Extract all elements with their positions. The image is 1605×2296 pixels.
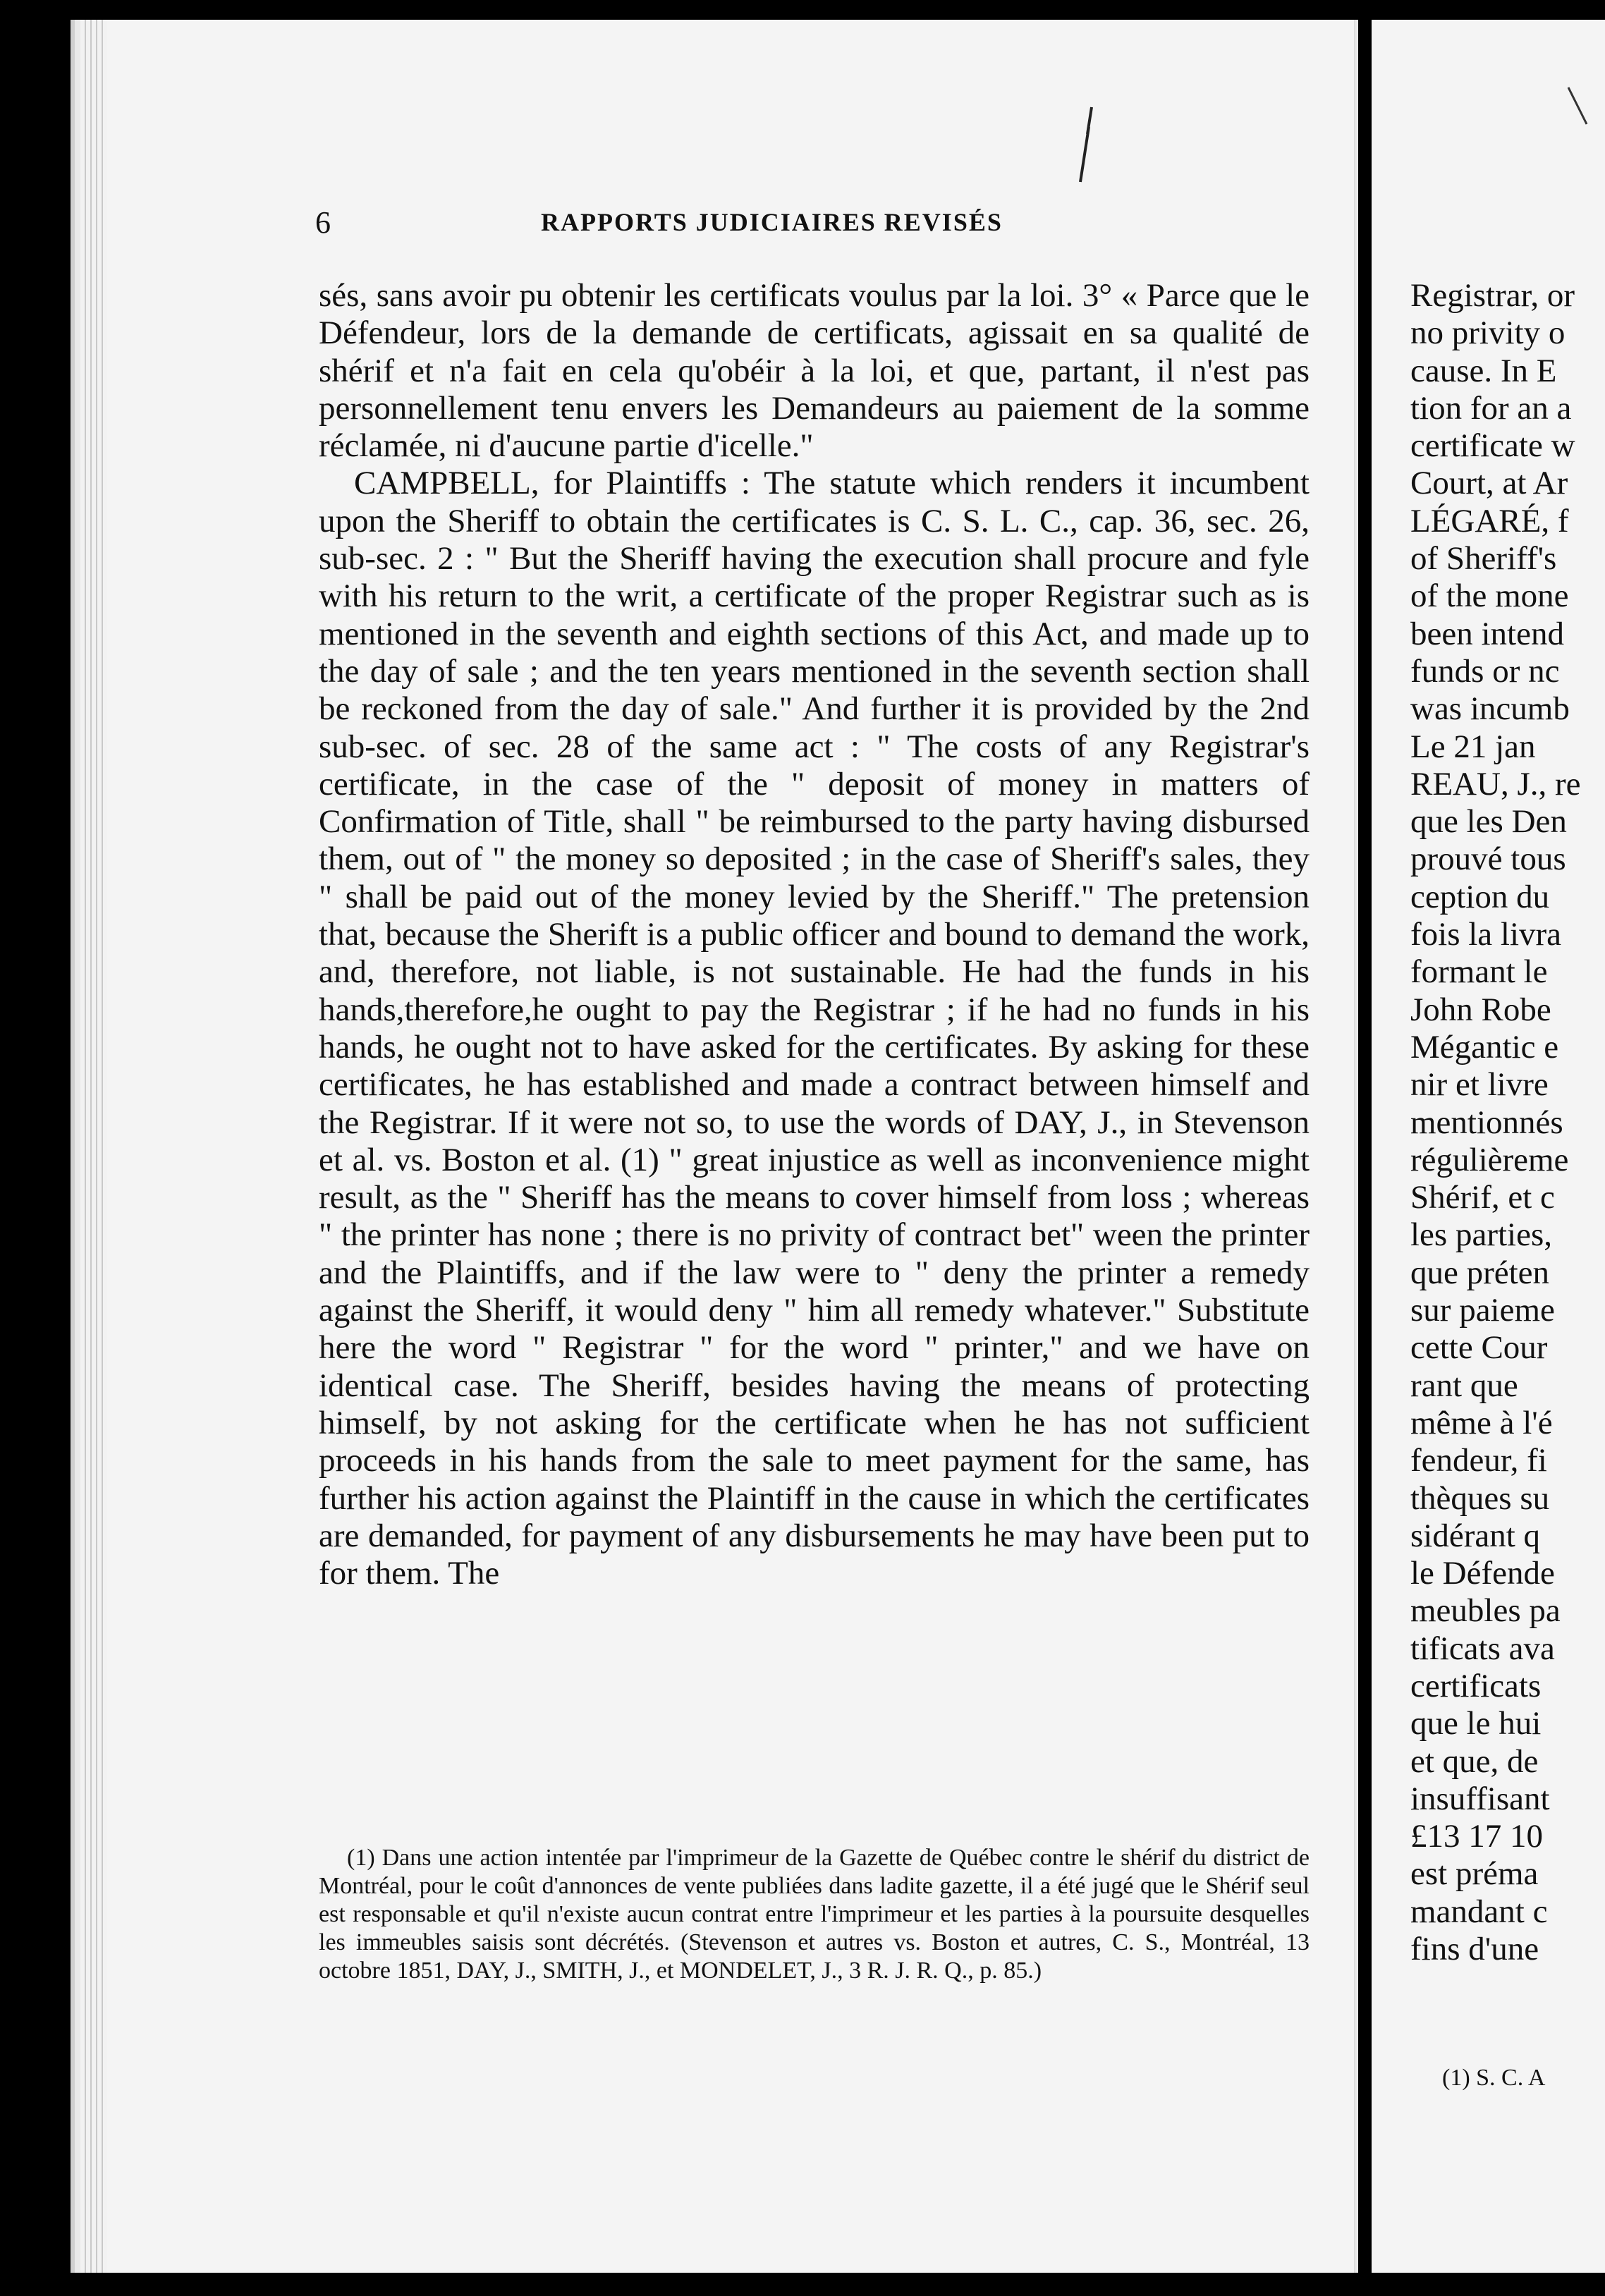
paragraph-1: sés, sans avoir pu obtenir les certificats voulus par la loi. 3° « Parce que le Défendeur, lors de la demande de certificats, agissait en sa qualité de shérif et n'a fait en cela qu'obéir à la loi, et que, partant, il n'est pas personnellement tenu envers les Demandeurs au paiement de la somme réclamée, ni d'aucune partie d'icelle."	[319, 277, 1310, 465]
right-page-line: Mégantic e	[1410, 1028, 1559, 1065]
right-page-line: thèques su	[1410, 1479, 1550, 1517]
right-page-line: Le 21 jan	[1410, 728, 1536, 765]
right-page-line: prouvé tous	[1410, 841, 1566, 878]
right-page-line: was incumb	[1410, 690, 1570, 728]
right-page-line: REAU, J., re	[1410, 765, 1581, 802]
corner-mark	[1566, 85, 1594, 127]
right-page-line: rant que	[1410, 1367, 1518, 1404]
right-page-line: sur paieme	[1410, 1292, 1555, 1329]
right-page-line: est préma	[1410, 1855, 1539, 1893]
main-text	[319, 277, 1310, 1592]
right-page-footnote: (1) S. C. A	[1442, 2065, 1546, 2091]
right-page-line: £13 17 10	[1410, 1818, 1543, 1855]
right-page-line: fins d'une	[1410, 1931, 1539, 1968]
right-page-line: tificats ava	[1410, 1630, 1555, 1667]
page-number: 6	[315, 205, 332, 240]
right-page-line: que le hui	[1410, 1705, 1542, 1742]
right-page-line: Registrar, or	[1410, 277, 1575, 314]
footnote-text: (1) Dans une action intentée par l'imprimeur de la Gazette de Québec contre le shérif du district de Montréal, pour le coût d'annonces de vente publiées dans ladite gazette, il a été jugé que le Shérif seul est responsable et qu'il n'existe aucun contrat entre l'imprimeur et les parties à la poursuite desquelles les immeubles saisis sont décrétés. (Stevenson et autres vs. Boston et autres, C. S., Montréal, 13 octobre 1851, DAY, J., SMITH, J., et MONDELET, J., 3 R. J. R. Q., p. 85.)	[319, 1845, 1310, 1984]
right-page-line: le Défende	[1410, 1555, 1555, 1592]
right-page-line: been intend	[1410, 615, 1564, 652]
right-page-line: funds or nc	[1410, 652, 1560, 690]
right-page-line: nir et livre	[1410, 1066, 1549, 1104]
right-page-line: cause. In E	[1410, 352, 1557, 389]
footnote	[319, 1844, 1310, 1985]
right-page-line: et que, de	[1410, 1742, 1539, 1780]
right-page-line: of Sheriff's	[1410, 540, 1557, 578]
right-page-line: LÉGARÉ, f	[1410, 502, 1569, 539]
right-page-line: meubles pa	[1410, 1592, 1561, 1630]
right-page-line: formant le	[1410, 953, 1548, 991]
right-page-line: mandant c	[1410, 1893, 1548, 1930]
right-page-line: tion for an a	[1410, 389, 1572, 427]
right-page-line: fendeur, fi	[1410, 1442, 1547, 1479]
right-page-line: Shérif, et c	[1410, 1179, 1555, 1216]
right-page-line: John Robe	[1410, 991, 1551, 1028]
right-page-line: les parties,	[1410, 1216, 1552, 1254]
right-page-line: cette Cour	[1410, 1329, 1548, 1367]
right-page-line: régulièreme	[1410, 1141, 1569, 1178]
running-title: RAPPORTS JUDICIAIRES REVISÉS	[541, 208, 1003, 236]
right-page-line: insuffisant	[1410, 1780, 1550, 1817]
right-page-line: que les Den	[1410, 803, 1567, 841]
right-page-line: Court, at Ar	[1410, 465, 1568, 502]
right-page-line: certificats	[1410, 1667, 1542, 1704]
right-page-line: mentionnés	[1410, 1104, 1563, 1141]
right-page-line: ception du	[1410, 878, 1550, 915]
right-page-line: sidérant q	[1410, 1517, 1541, 1554]
right-page-text	[1410, 277, 1605, 1968]
right-page-line: même à l'é	[1410, 1404, 1553, 1441]
right-page-line: fois la livra	[1410, 916, 1562, 953]
paragraph-2: CAMPBELL, for Plaintiffs : The statute which renders it incumbent upon the Sheriff to obtain the certificates is C. S. L. C., cap. 36, sec. 26, sub-sec. 2 : " But the Sheriff having the execution shall procure and fyle with his return to the writ, a certificate of the proper Registrar such as is mentioned in the seventh and eighth sections of this Act, and made up to the day of sale ; and the ten years mentioned in the seventh section shall be reckoned from the day of sale." And further it is provided by the 2nd sub-sec. of sec. 28 of the same act : " The costs of any Registrar's certificate, in the case of the " deposit of money in matters of Confirmation of Title, shall " be reimbursed to the party having disbursed them, out of " the money so deposited ; in the case of Sheriff's sales, they " shall be paid out of the money levied by the Sheriff." The pretension that, because the Sherift is a public officer and bound to demand the work, and, therefore, not liable, is not sustainable. He had the funds in his hands,therefore,he ought to pay the Registrar ; if he had no funds in his hands, he ought not to have asked for the certificates. By asking for these certificates, he has established and made a contract between himself and the Registrar. If it were not so, to use the words of DAY, J., in Stevenson et al. vs. Boston et al. (1) " great injustice as well as inconvenience might result, as the " Sheriff has the means to cover himself from loss ; whereas " the printer has none ; there is no privity of contract bet" ween the printer and the Plaintiffs, and if the law were to " deny the printer a remedy against the Sheriff, it would deny " him all remedy whatever." Substitute here the word " Registrar " for the word " printer," and we have on identical case. The Sheriff, besides having the means of protecting himself, by not asking for the certificate when he has not sufficient proceeds in his hands from the sale to meet payment for the same, has further his action against the Plaintiff in the cause in which the certificates are demanded, for payment of any disbursements he may have been put to for them. The	[319, 465, 1310, 1592]
right-page-line: no privity o	[1410, 315, 1566, 352]
pencil-mark	[1072, 106, 1100, 183]
right-page-line: certificate w	[1410, 427, 1575, 465]
right-page-line: que préten	[1410, 1254, 1550, 1291]
right-page-line: of the mone	[1410, 578, 1569, 615]
